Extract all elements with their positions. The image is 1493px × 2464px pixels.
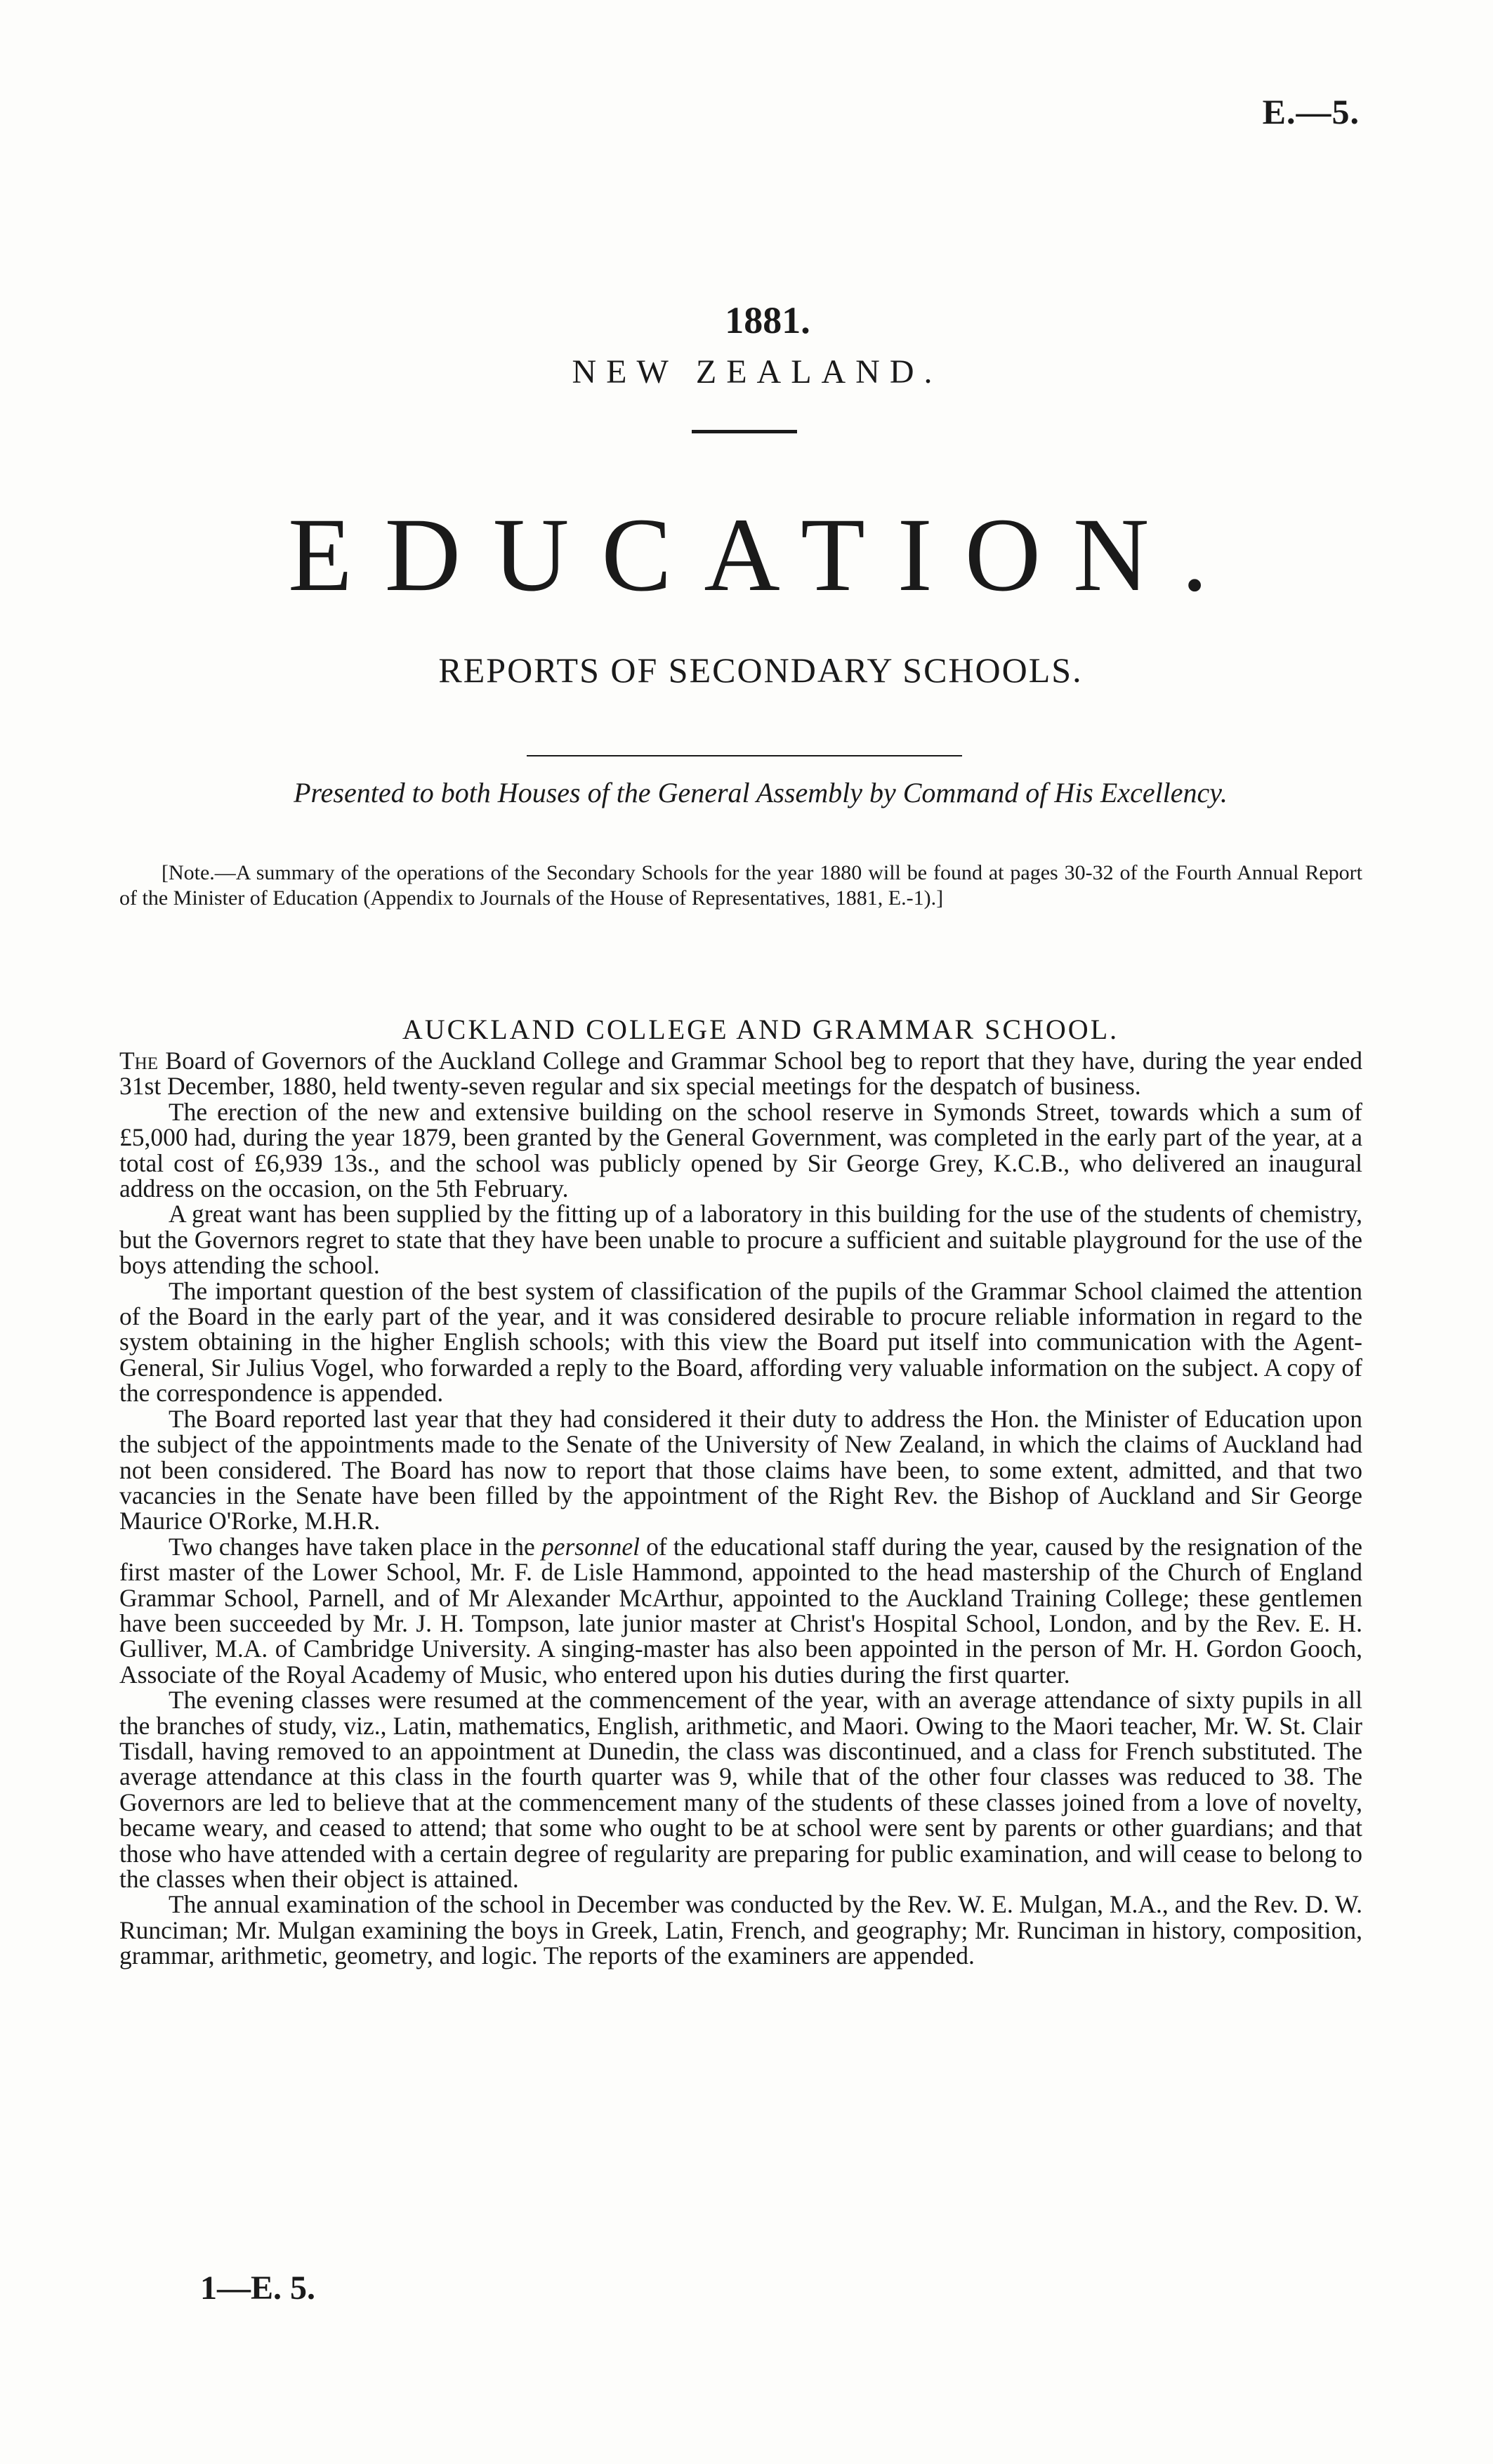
document-code: E.—5.: [1262, 92, 1360, 131]
page-footer-code: 1—E. 5.: [200, 2269, 316, 2307]
paragraph-intro: [119, 1048, 1362, 1099]
report-body: [119, 1048, 1362, 1969]
paragraph-personnel: [119, 1534, 1362, 1687]
paragraph-examination: The annual examination of the school in December was conducted by the Rev. W. E. Mulgan, M.A., and the Rev. D. W. Runciman; Mr. Mulgan examining the boys in Greek, Latin, French, and geography; Mr. Runciman in history, composition, grammar, arithmetic, geometry, and logic. The reports of the examiners are appended.: [119, 1890, 1362, 1970]
personnel-text-after: of the educational staff during the year, caused by the resignation of the first master of the Lower School, Mr. F. de Lisle Hammond, appointed to the head mastership of the Church of England Grammar School, Parnell, and of Mr Alexander McArthur, appointed to the Auckland Training College; these gentlemen have been succeeded by Mr. J. H. Tompson, late junior master at Christ's Hospital School, London, and by the Rev. E. H. Gulliver, M.A. of Cambridge University. A singing-master has also been appointed in the person of Mr. H. Gordon Gooch, Associate of the Royal Academy of Music, who entered upon his duties during the first quarter.: [119, 1532, 1362, 1689]
paragraph-building: The erection of the new and extensive building on the school reserve in Symonds Street, towards which a sum of £5,000 had, during the year 1879, been granted by the General Government, was completed in the early part of the year, at a total cost of £6,939 13s., and the school was publicly opened by Sir George Grey, K.C.B., who delivered an inaugural address on the occasion, on the 5th February.: [119, 1097, 1362, 1203]
personnel-italic: personnel: [541, 1532, 640, 1561]
paragraph-senate: The Board reported last year that they had considered it their duty to address the Hon. the Minister of Education upon the subject of the appointments made to the Senate of the University of New Zealand, in which the claims of Auckland had not been considered. The Board has now to report that those claims have been, to some extent, admitted, and that two vacancies in the Senate have been filled by the appointment of the Right Rev. the Bishop of Auckland and Sir George Maurice O'Rorke, M.H.R.: [119, 1404, 1362, 1535]
year-heading: 1881.: [725, 299, 810, 341]
long-rule-divider: [527, 755, 962, 756]
presented-line: Presented to both Houses of the General Assembly by Command of His Excellency.: [294, 777, 1228, 808]
paragraph-classification: The important question of the best system of classification of the pupils of the Grammar School claimed the attention of the Board in the early part of the year, and it was considered desirable to procure reliable information in regard to the system obtaining in the higher English schools; with this view the Board put itself into communication with the Agent-General, Sir Julius Vogel, who forwarded a reply to the Board, affording very valuable information on the subject. A copy of the correspondence is appended.: [119, 1276, 1362, 1408]
personnel-text-before: Two changes have taken place in the: [169, 1532, 541, 1561]
paragraph-intro-text: Board of Governors of the Auckland College and Grammar School beg to report that they have, during the year ended 31st December, 1880, held twenty-seven regular and six special meetings for the despatch of business.: [119, 1047, 1362, 1101]
paragraph-laboratory: A great want has been supplied by the fitting up of a laboratory in this building for the use of the students of chemistry, but the Governors regret to state that they have been unable to procure a sufficient and suitable playground for the use of the boys attending the school.: [119, 1200, 1362, 1280]
editorial-note: [Note.—A summary of the operations of the Secondary Schools for the year 1880 will be found at pages 30-32 of the Fourth Annual Report of the Minister of Education (Appendix to Journals of the House of Representatives, 1881, E.-1).]: [119, 861, 1362, 910]
page-subtitle: REPORTS OF SECONDARY SCHOOLS.: [438, 650, 1083, 690]
short-rule-divider: [692, 430, 797, 433]
section-title: AUCKLAND COLLEGE AND GRAMMAR SCHOOL.: [402, 1014, 1119, 1045]
country-heading: NEW ZEALAND.: [572, 353, 942, 391]
paragraph-evening-classes: The evening classes were resumed at the commencement of the year, with an average attendance of sixty pupils in all the branches of study, viz., Latin, mathematics, English, arithmetic, and Maori. Owing to the Maori teacher, Mr. W. St. Clair Tisdall, having removed to an appointment at Dunedin, the class was discontinued, and a class for French substituted. The average attendance at this class in the fourth quarter was 9, while that of the other four classes was reduced to 38. The Governors are led to believe that at the commencement many of the students of these classes joined from a love of novelty, became weary, and ceased to attend; that some who ought to be at school were sent by parents or other guardians; and that those who have attended with a certain degree of regularity are preparing for public examination, and will cease to belong to the classes when their object is attained.: [119, 1686, 1362, 1893]
lead-word: The: [119, 1047, 159, 1075]
page-title: EDUCATION.: [288, 497, 1240, 613]
